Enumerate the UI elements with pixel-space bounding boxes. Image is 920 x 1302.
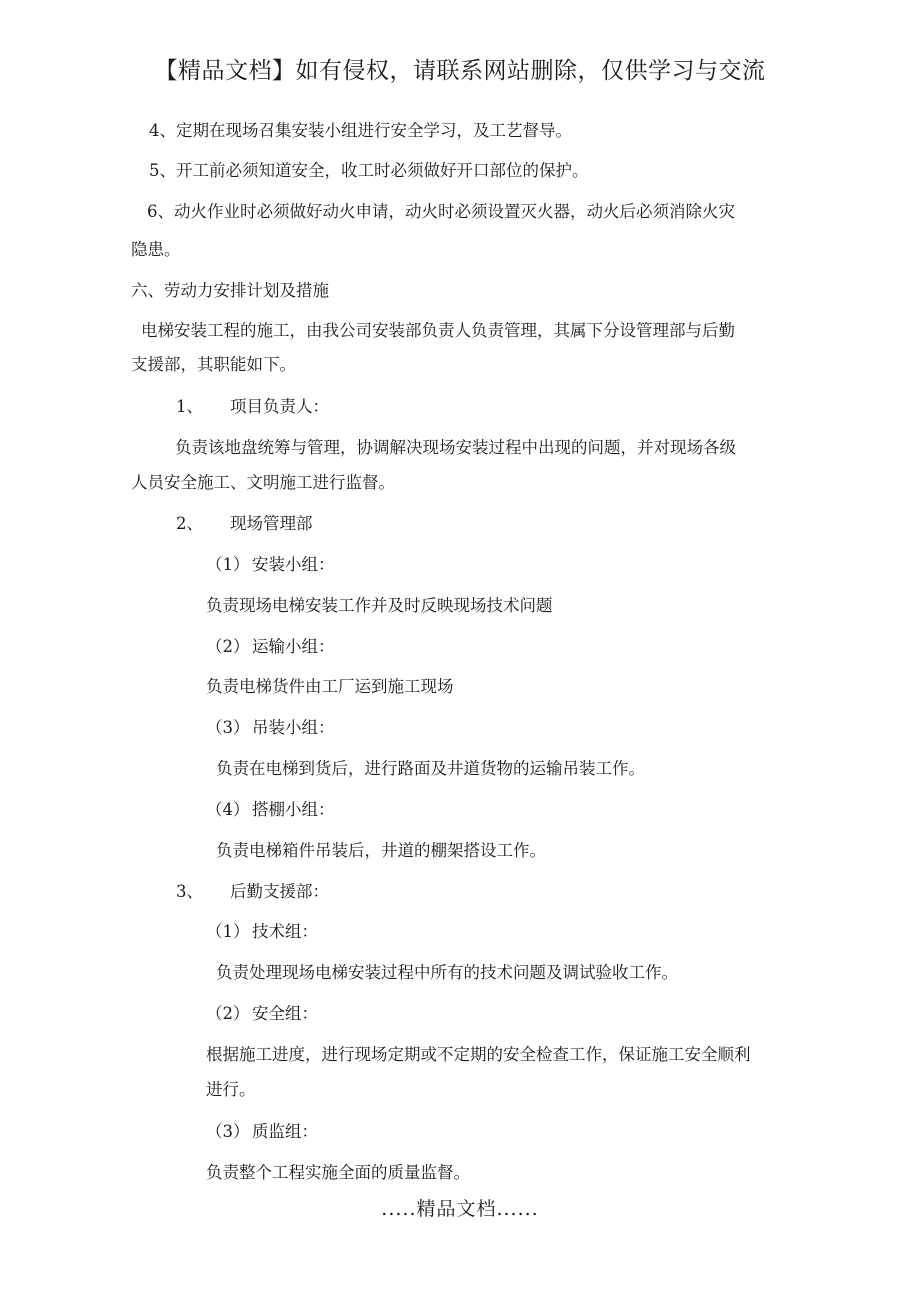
- subsection-1-number: 1、: [176, 397, 203, 416]
- subsection-3-heading: [176, 882, 329, 902]
- team-safety-desc-line2: 进行。: [206, 1080, 256, 1099]
- team-install-heading: [206, 555, 335, 575]
- list-item-5: 5、开工前必须知道安全，收工时必须做好开口部位的保护。: [149, 161, 589, 180]
- team-quality-title: 质监组：: [252, 1122, 318, 1141]
- team-install-desc: 负责现场电梯安装工作并及时反映现场技术问题: [206, 596, 553, 615]
- page-footer: .....精品文档......: [381, 1198, 539, 1220]
- subsection-1-heading: [176, 397, 329, 417]
- team-tech-heading: [206, 922, 318, 942]
- subsection-3-title: 后勤支援部：: [230, 882, 329, 901]
- subsection-1-desc-line1: 负责该地盘统筹与管理，协调解决现场安装过程中出现的问题，并对现场各级: [175, 438, 736, 457]
- team-quality-desc: 负责整个工程实施全面的质量监督。: [206, 1163, 470, 1182]
- subsection-2-title: 现场管理部: [230, 514, 313, 533]
- team-transport-title: 运输小组：: [252, 637, 335, 656]
- team-tech-number: （1）: [206, 922, 250, 941]
- section-title: 六、劳动力安排计划及措施: [131, 281, 329, 300]
- team-transport-desc: 负责电梯货件由工厂运到施工现场: [206, 677, 454, 696]
- team-hoisting-heading: [206, 718, 335, 738]
- page-header: 【精品文档】如有侵权，请联系网站删除，仅供学习与交流: [154, 58, 766, 84]
- team-safety-number: （2）: [206, 1004, 250, 1023]
- team-scaffold-title: 搭棚小组：: [252, 800, 335, 819]
- team-tech-title: 技术组：: [252, 922, 318, 941]
- team-install-title: 安装小组：: [252, 555, 335, 574]
- team-scaffold-heading: [206, 800, 335, 820]
- team-tech-desc: 负责处理现场电梯安装过程中所有的技术问题及调试验收工作。: [216, 963, 678, 982]
- team-safety-desc-line1: 根据施工进度，进行现场定期或不定期的安全检查工作，保证施工安全顺利: [206, 1045, 751, 1064]
- team-scaffold-desc: 负责电梯箱件吊装后，井道的棚架搭设工作。: [216, 841, 546, 860]
- subsection-3-number: 3、: [176, 882, 203, 901]
- subsection-1-title: 项目负责人：: [230, 397, 329, 416]
- intro-paragraph-line1: 电梯安装工程的施工，由我公司安装部负责人负责管理，其属下分设管理部与后勤: [141, 321, 735, 340]
- team-safety-title: 安全组：: [252, 1004, 318, 1023]
- team-install-number: （1）: [206, 555, 250, 574]
- team-scaffold-number: （4）: [206, 800, 250, 819]
- team-quality-heading: [206, 1122, 318, 1142]
- list-item-6-line1: 6、动火作业时必须做好动火申请，动火时必须设置灭火器，动火后必须消除火灾: [147, 202, 735, 221]
- team-hoisting-desc: 负责在电梯到货后，进行路面及井道货物的运输吊装工作。: [216, 759, 645, 778]
- subsection-2-number: 2、: [176, 514, 203, 533]
- list-item-4: 4、定期在现场召集安装小组进行安全学习，及工艺督导。: [149, 121, 572, 140]
- team-hoisting-title: 吊装小组：: [252, 718, 335, 737]
- team-quality-number: （3）: [206, 1122, 250, 1141]
- list-item-6-line2: 隐患。: [131, 240, 181, 259]
- team-hoisting-number: （3）: [206, 718, 250, 737]
- subsection-2-heading: [176, 514, 313, 534]
- team-transport-heading: [206, 637, 335, 657]
- intro-paragraph-line2: 支援部，其职能如下。: [131, 355, 296, 374]
- team-safety-heading: [206, 1004, 318, 1024]
- team-transport-number: （2）: [206, 637, 250, 656]
- subsection-1-desc-line2: 人员安全施工、文明施工进行监督。: [131, 473, 395, 492]
